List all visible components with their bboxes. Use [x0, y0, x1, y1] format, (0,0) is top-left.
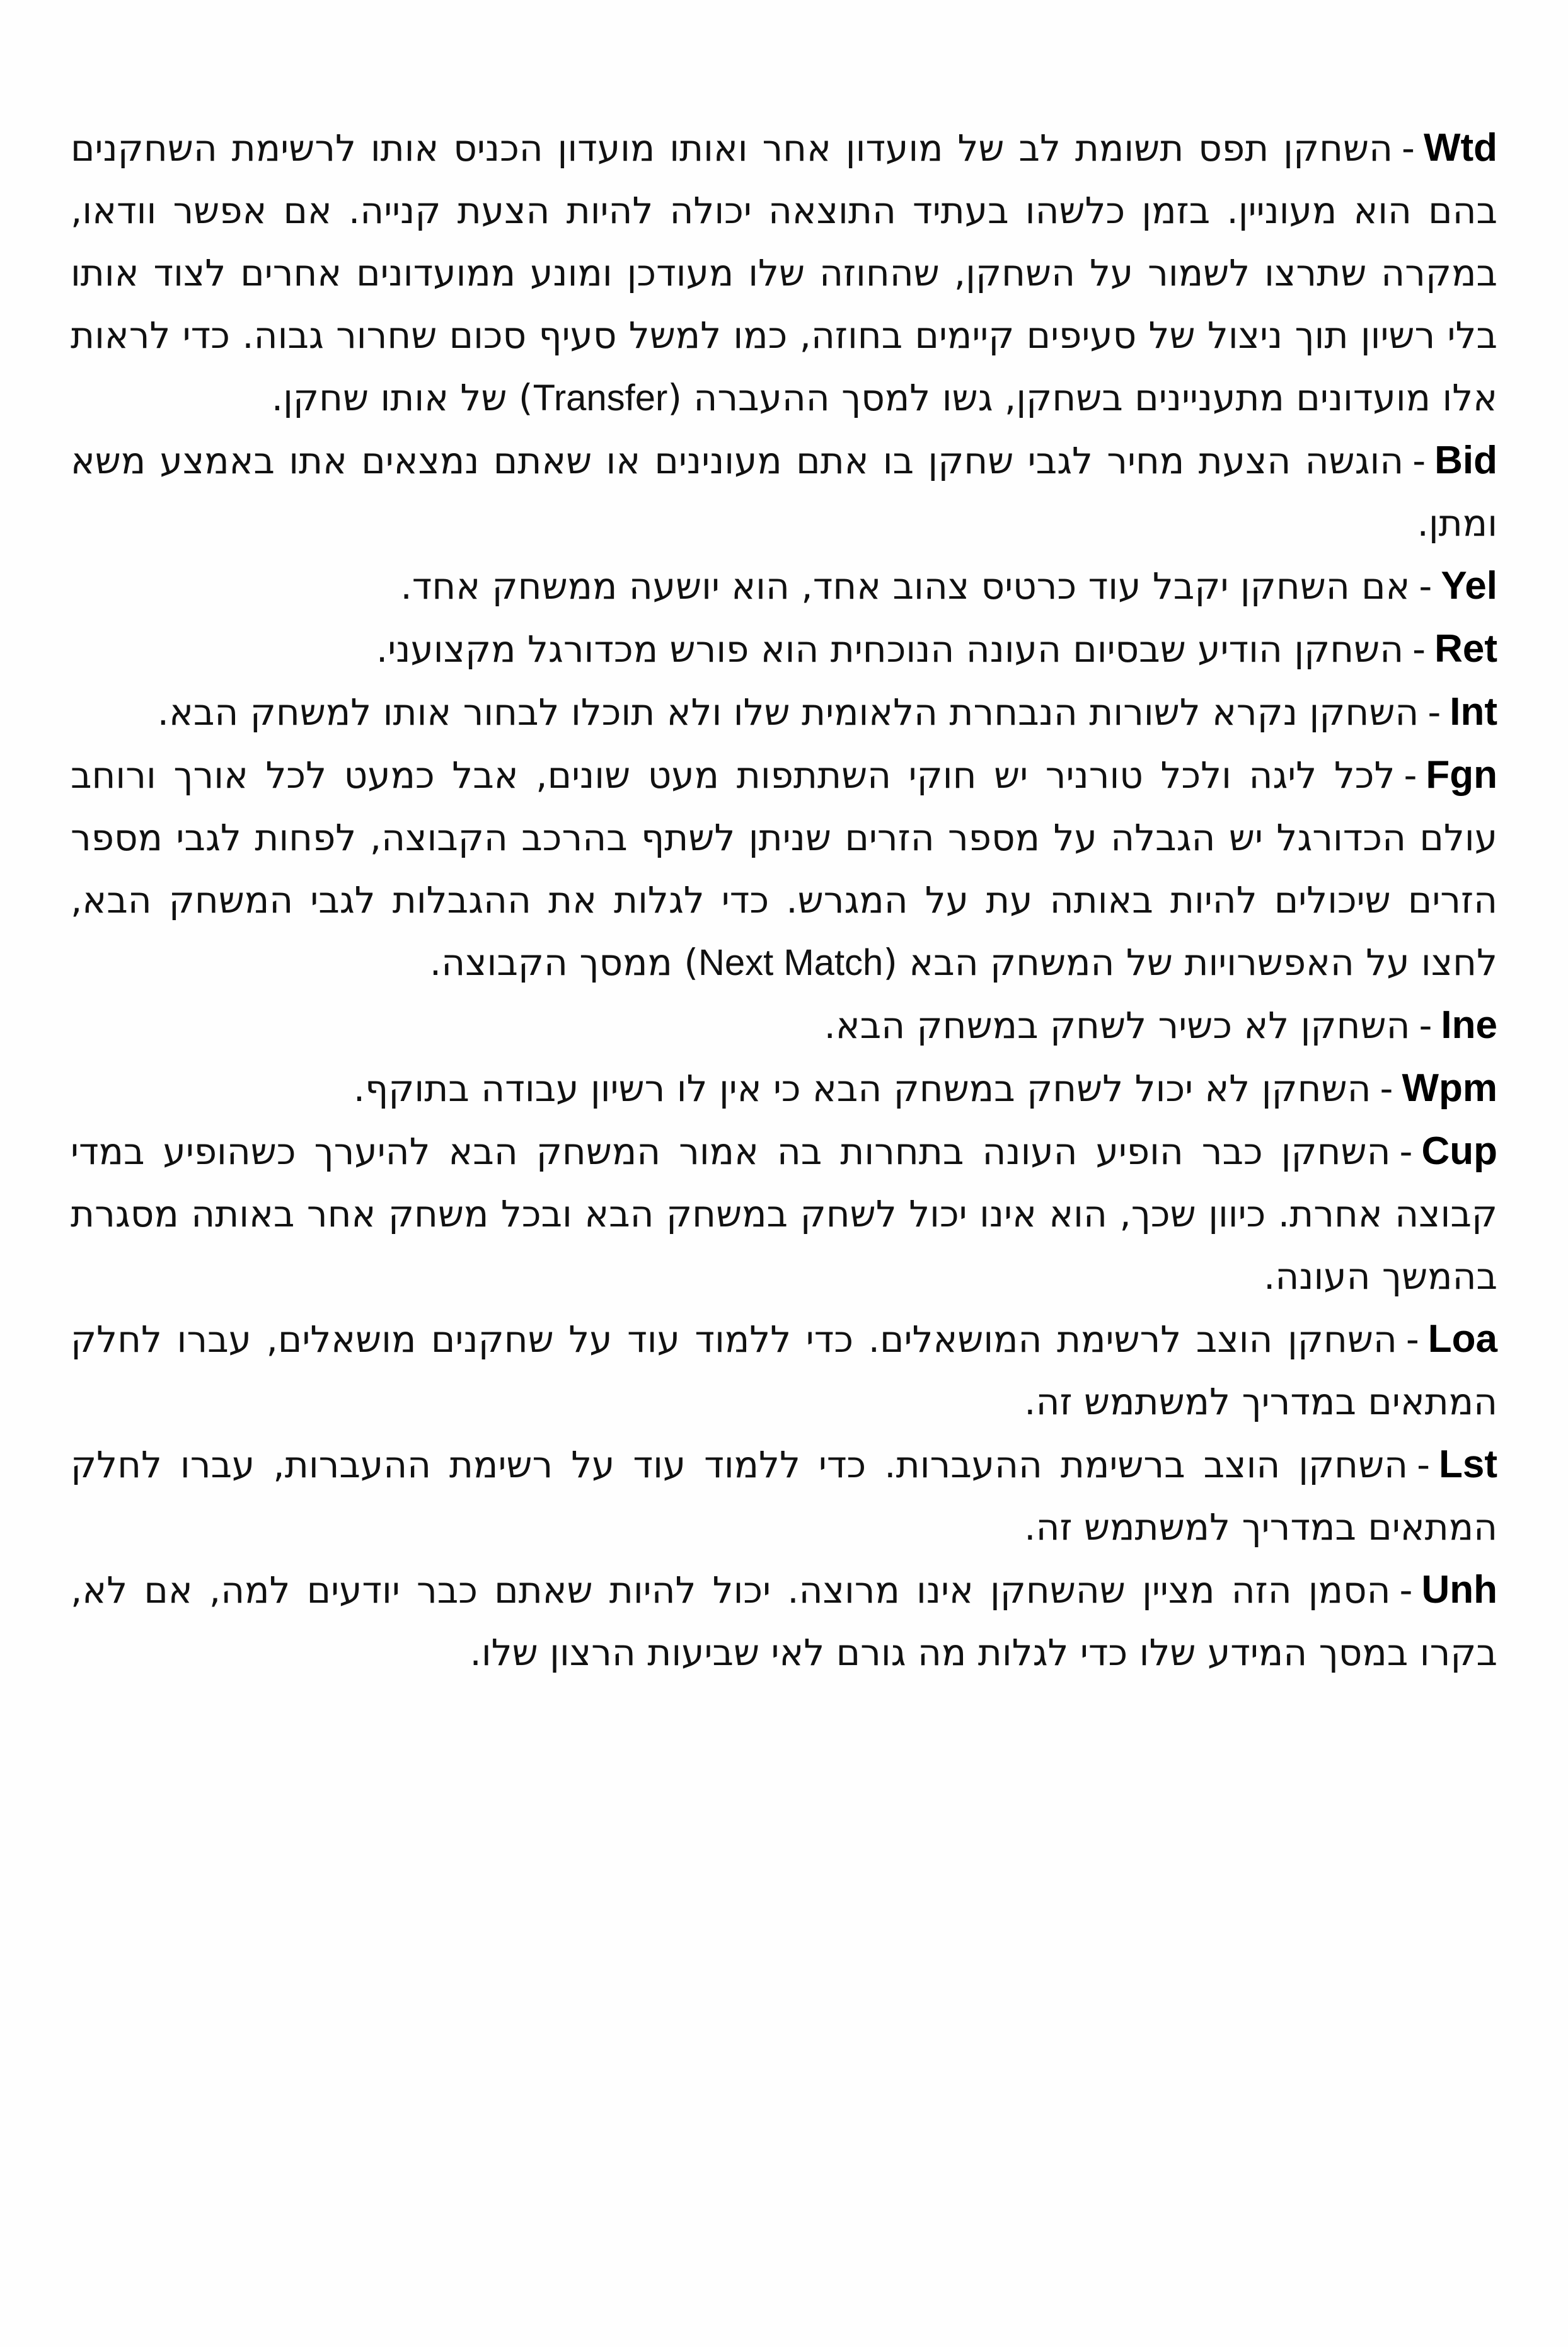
entry-text: השחקן הוצב לרשימת המושאלים. כדי ללמוד עוד על שחקנים מושאלים, עברו לחלק המתאים במדריך למשתמש זה.	[71, 1318, 1497, 1423]
entry-text: השחקן נקרא לשורות הנבחרת הלאומית שלו ולא תוכלו לבחור אותו למשחק הבא.	[157, 691, 1419, 734]
entry-code: Loa	[1427, 1317, 1497, 1361]
entry-text: ) של אותו שחקן.	[271, 376, 533, 419]
entry-code: Ine	[1441, 1003, 1497, 1047]
entry-code: Cup	[1421, 1129, 1497, 1173]
entry-term: Next Match	[698, 942, 884, 983]
entry-text: ) ממסך הקבוצה.	[429, 941, 698, 984]
entry-text: השחקן לא כשיר לשחק במשחק הבא.	[824, 1004, 1410, 1047]
entry-text: השחקן כבר הופיע העונה בתחרות בה אמור המשחק הבא להיערך כשהופיע במדי קבוצה אחרת. כיוון שכך, הוא אינו יכול לשחק במשחק הבא ובכל משחק אחר באותה מסגרת בהמשך העונה.	[71, 1130, 1497, 1298]
entry-yel: Yel-אם השחקן יקבל עוד כרטיס צהוב אחד, הוא יושעה ממשחק אחד.	[400, 564, 1497, 608]
entry-ine: Ine-השחקן לא כשיר לשחק במשחק הבא.	[824, 1003, 1497, 1047]
entry-text: לכל ליגה ולכל טורניר יש חוקי השתתפות מעט שונים, אבל כמעט לכל אורך ורוחב עולם הכדורגל יש הגבלה על מספר הזרים שניתן לשתף בהרכב הקבוצה, לפחות לגבי מספר הזרים שיכולים להיות באותה עת על המגרש. כדי לגלות את ההגבלות לגבי המשחק הבא, לחצו על האפשרויות של המשחק הבא (	[71, 754, 1497, 984]
entry-code: Wtd	[1423, 126, 1497, 170]
entry-text: השחקן לא יכול לשחק במשחק הבא כי אין לו רשיון עבודה בתוקף.	[353, 1067, 1371, 1110]
entry-ret: Ret-השחקן הודיע שבסיום העונה הנוכחית הוא פורש מכדורגל מקצועני.	[376, 627, 1497, 671]
entry-code: Yel	[1441, 564, 1497, 608]
entry-wpm: Wpm-השחקן לא יכול לשחק במשחק הבא כי אין לו רשיון עבודה בתוקף.	[353, 1066, 1497, 1110]
entry-term: Transfer	[533, 378, 668, 418]
entry-unh: Unh-הסמן הזה מציין שהשחקן אינו מרוצה. יכול להיות שאתם כבר יודעים למה, אם לא, בקרו במסך המידע שלו כדי לגלות מה גורם לאי שביעות הרצון שלו.	[71, 1568, 1497, 1674]
entry-code: Lst	[1439, 1443, 1497, 1486]
entry-wtd: Wtd-השחקן תפס תשומת לב של מועדון אחר ואותו מועדון הכניס אותו לרשימת השחקנים בהם הוא מעוניין. בזמן כלשהו בעתיד התוצאה יכולה להיות הצעת קנייה. אם אפשר וודאו, במקרה שתרצו לשמור על השחקן, שהחוזה שלו מעודכן ומונע ממועדונים אחרים לצוד אותו בלי רשיון תוך ניצול של סעיפים קיימים בחוזה, כמו למשל סעיף סכום שחרור גבוה. כדי לראות אלו מועדונים מתעניינים בשחקן, גשו למסך ההעברה (Transfer) של אותו שחקן.	[71, 126, 1497, 419]
entry-text: הוגשה הצעת מחיר לגבי שחקן בו אתם מעונינים או שאתם נמצאים אתו באמצע משא ומתן.	[71, 439, 1497, 545]
entry-text: הסמן הזה מציין שהשחקן אינו מרוצה. יכול להיות שאתם כבר יודעים למה, אם לא, בקרו במסך המידע שלו כדי לגלות מה גורם לאי שביעות הרצון שלו.	[71, 1569, 1497, 1674]
entry-loa: Loa-השחקן הוצב לרשימת המושאלים. כדי ללמוד עוד על שחקנים מושאלים, עברו לחלק המתאים במדריך למשתמש זה.	[71, 1317, 1497, 1423]
status-code-list	[71, 117, 1497, 1684]
entry-code: Unh	[1421, 1568, 1497, 1612]
entry-cup: Cup-השחקן כבר הופיע העונה בתחרות בה אמור המשחק הבא להיערך כשהופיע במדי קבוצה אחרת. כיוון שכך, הוא אינו יכול לשחק במשחק הבא ובכל משחק אחר באותה מסגרת בהמשך העונה.	[71, 1129, 1497, 1298]
entry-bid: Bid-הוגשה הצעת מחיר לגבי שחקן בו אתם מעונינים או שאתם נמצאים אתו באמצע משא ומתן.	[71, 439, 1497, 545]
entry-code: Fgn	[1426, 753, 1497, 797]
entry-text: השחקן הודיע שבסיום העונה הנוכחית הוא פורש מכדורגל מקצועני.	[376, 628, 1404, 671]
entry-code: Bid	[1434, 439, 1497, 482]
entry-lst: Lst-השחקן הוצב ברשימת ההעברות. כדי ללמוד עוד על רשימת ההעברות, עברו לחלק המתאים במדריך למשתמש זה.	[71, 1443, 1497, 1548]
entry-text: אם השחקן יקבל עוד כרטיס צהוב אחד, הוא יושעה ממשחק אחד.	[400, 565, 1410, 608]
entry-text: השחקן תפס תשומת לב של מועדון אחר ואותו מועדון הכניס אותו לרשימת השחקנים בהם הוא מעוניין. בזמן כלשהו בעתיד התוצאה יכולה להיות הצעת קנייה. אם אפשר וודאו, במקרה שתרצו לשמור על השחקן, שהחוזה שלו מעודכן ומונע ממועדונים אחרים לצוד אותו בלי רשיון תוך ניצול של סעיפים קיימים בחוזה, כמו למשל סעיף סכום שחרור גבוה. כדי לראות אלו מועדונים מתעניינים בשחקן, גשו למסך ההעברה (	[71, 127, 1497, 419]
entry-code: Ret	[1434, 627, 1497, 671]
entry-text: השחקן הוצב ברשימת ההעברות. כדי ללמוד עוד על רשימת ההעברות, עברו לחלק המתאים במדריך למשתמש זה.	[71, 1443, 1497, 1548]
entry-int: Int-השחקן נקרא לשורות הנבחרת הלאומית שלו ולא תוכלו לבחור אותו למשחק הבא.	[157, 690, 1497, 734]
entry-fgn: Fgn-לכל ליגה ולכל טורניר יש חוקי השתתפות מעט שונים, אבל כמעט לכל אורך ורוחב עולם הכדורגל יש הגבלה על מספר הזרים שניתן לשתף בהרכב הקבוצה, לפחות לגבי מספר הזרים שיכולים להיות באותה עת על המגרש. כדי לגלות את ההגבלות לגבי המשחק הבא, לחצו על האפשרויות של המשחק הבא (Next Match) ממסך הקבוצה.	[71, 753, 1497, 984]
entry-code: Int	[1450, 690, 1497, 734]
entry-code: Wpm	[1402, 1066, 1497, 1110]
